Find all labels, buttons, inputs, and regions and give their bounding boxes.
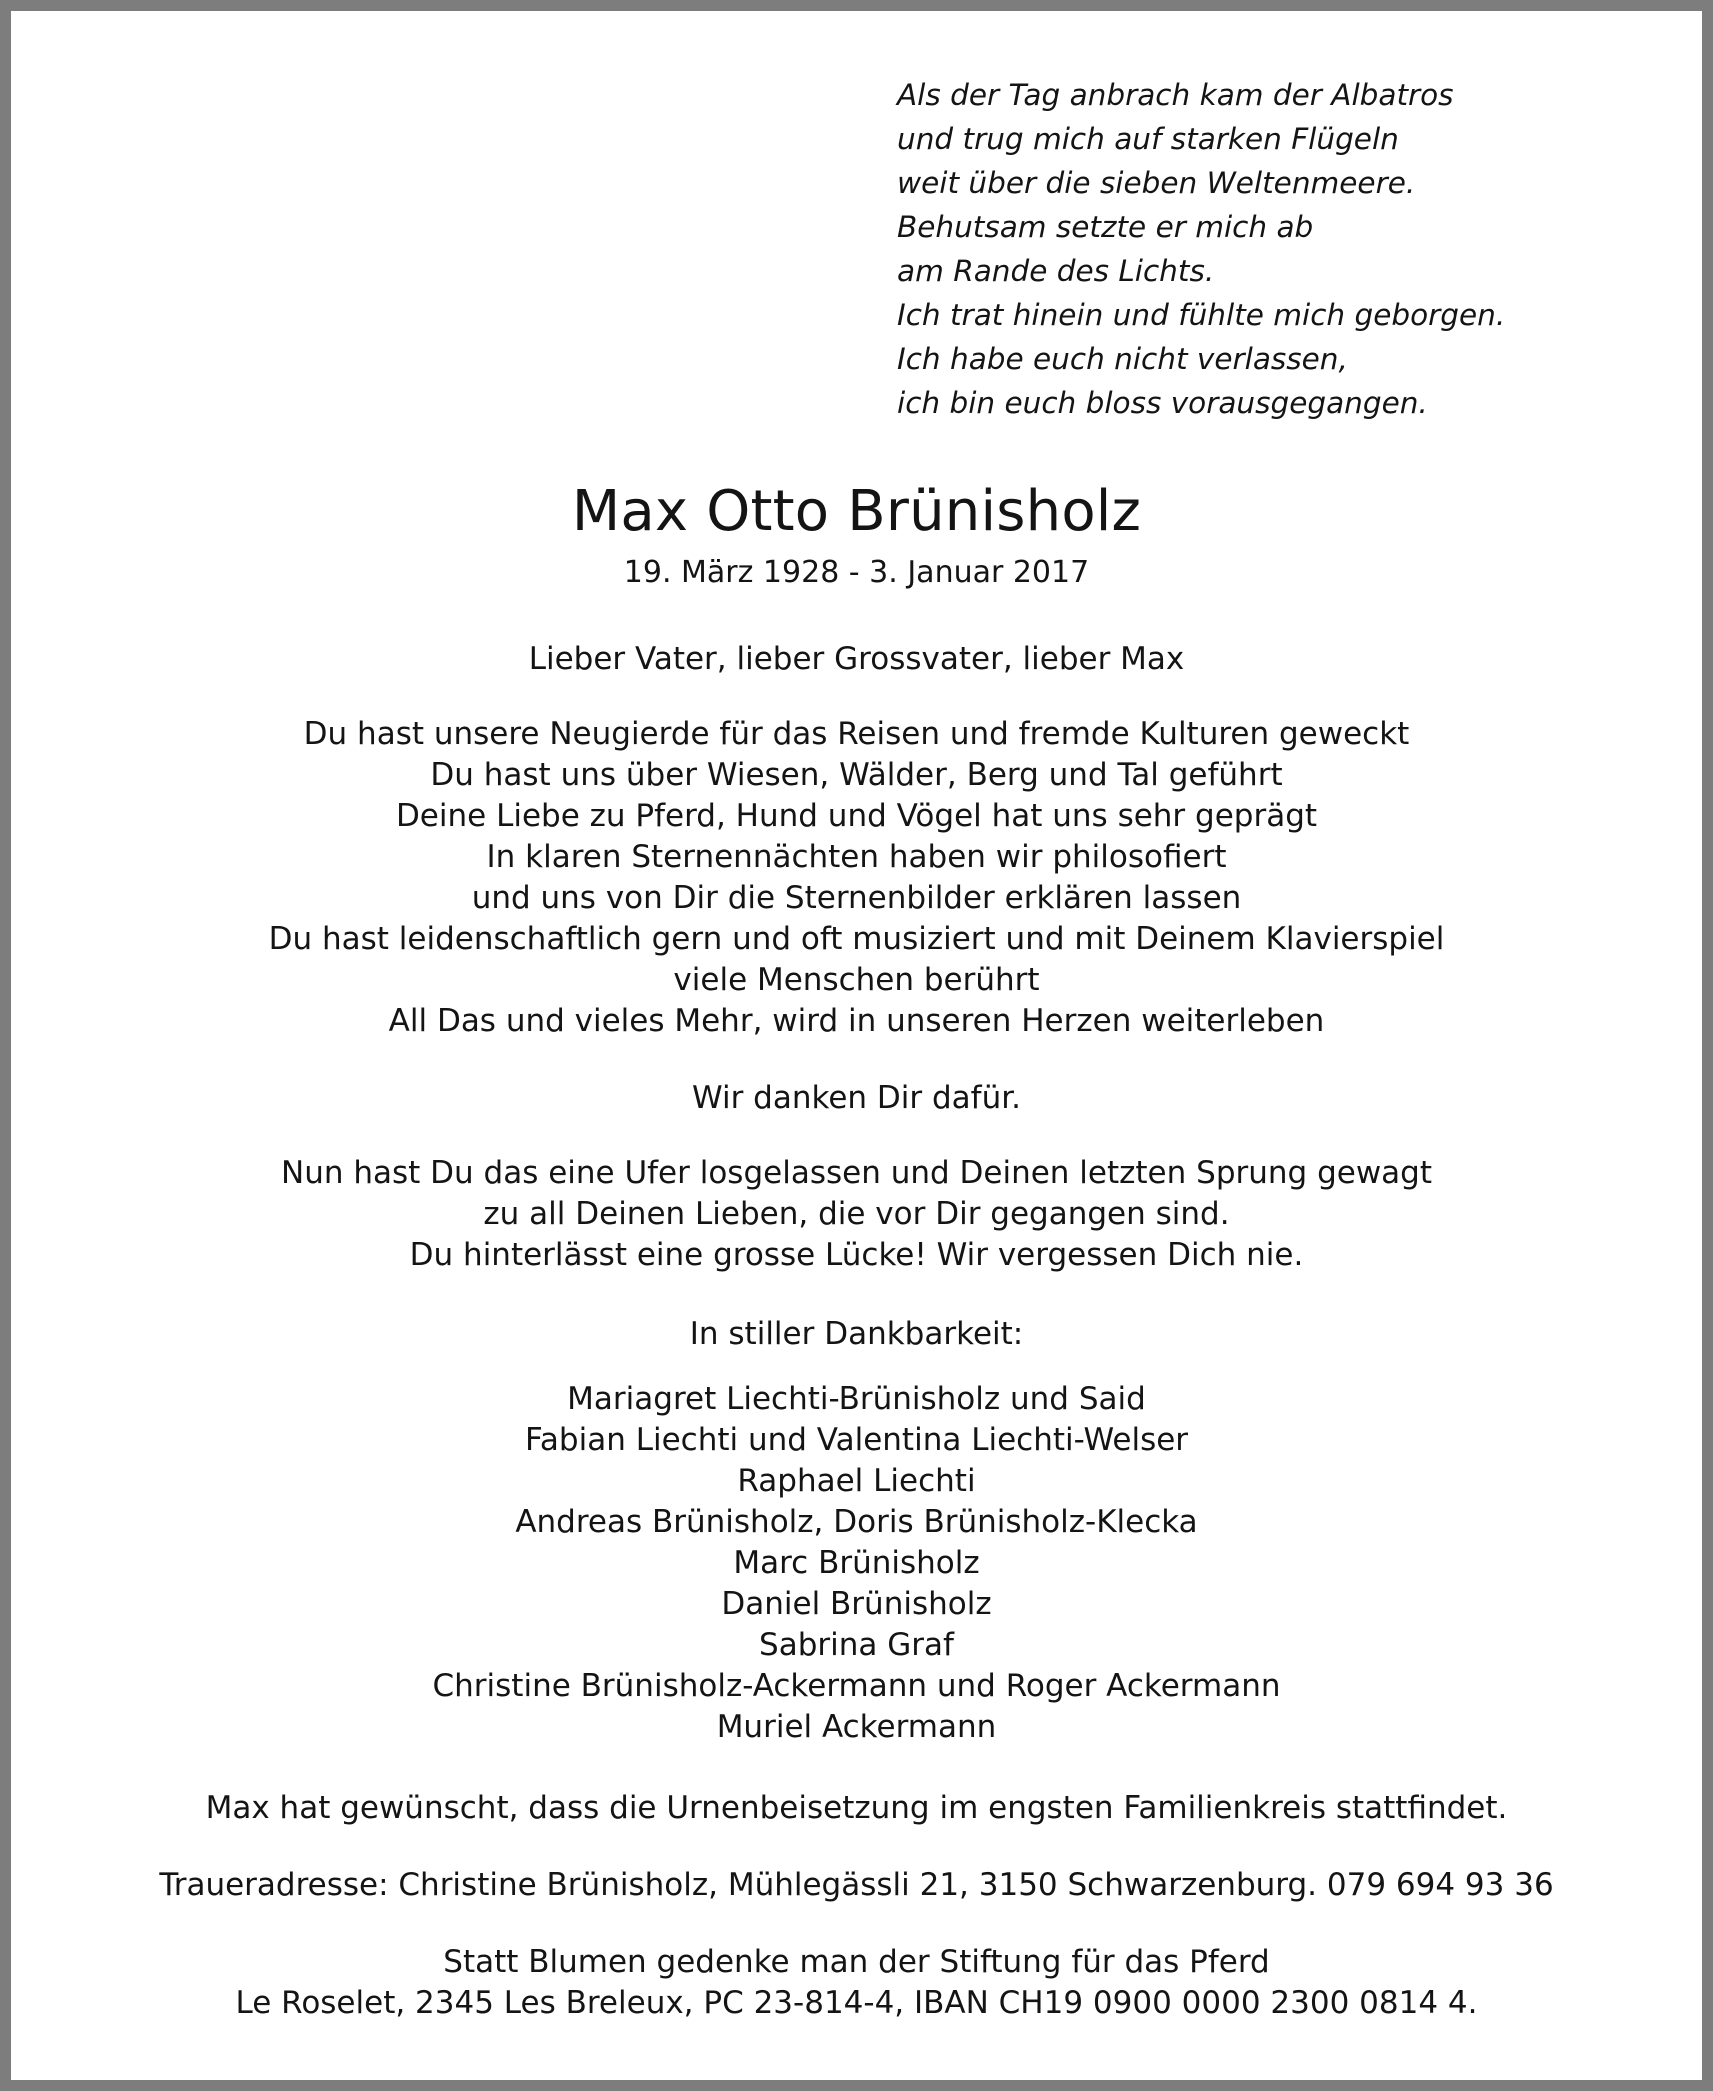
farewell-line: Nun hast Du das eine Ufer losgelassen und Deinen letzten Sprung gewagt	[281, 1155, 1432, 1191]
survivor-name: Muriel Ackermann	[716, 1709, 997, 1745]
gratitude-heading: In stiller Dankbarkeit:	[689, 1316, 1024, 1352]
poem-line: Als der Tag anbrach kam der Albatros	[897, 78, 1454, 112]
tribute-line: viele Menschen berührt	[673, 962, 1040, 998]
donation-line: Statt Blumen gedenke man der Stiftung für das Pferd	[443, 1944, 1270, 1980]
contact-address: Traueradresse: Christine Brünisholz, Mühlegässli 21, 3150 Schwarzenburg. 079 694 93 36	[159, 1867, 1554, 1903]
poem-line: Behutsam setzte er mich ab	[897, 210, 1314, 244]
survivor-name: Andreas Brünisholz, Doris Brünisholz-Klecka	[515, 1504, 1198, 1540]
poem-line: am Rande des Lichts.	[897, 254, 1215, 288]
deceased-dates: 19. März 1928 - 3. Januar 2017	[623, 555, 1090, 590]
survivor-name: Mariagret Liechti-Brünisholz und Said	[567, 1381, 1146, 1417]
survivor-name: Marc Brünisholz	[733, 1545, 980, 1581]
poem-line: und trug mich auf starken Flügeln	[897, 122, 1399, 156]
farewell-line: Du hinterlässt eine grosse Lücke! Wir vergessen Dich nie.	[409, 1237, 1304, 1273]
tribute-line: All Das und vieles Mehr, wird in unseren Herzen weiterleben	[388, 1003, 1325, 1039]
salutation: Lieber Vater, lieber Grossvater, lieber Max	[528, 641, 1185, 677]
farewell-line: zu all Deinen Lieben, die vor Dir gegangen sind.	[483, 1196, 1230, 1232]
tribute-line: Du hast leidenschaftlich gern und oft musiziert und mit Deinem Klavierspiel	[268, 921, 1445, 957]
tribute-block	[57, 714, 1656, 1042]
donation-block	[57, 1942, 1656, 2024]
tribute-line: Du hast uns über Wiesen, Wälder, Berg und Tal geführt	[430, 757, 1283, 793]
funeral-notice: Max hat gewünscht, dass die Urnenbeisetzung im engsten Familienkreis stattfindet.	[205, 1790, 1508, 1826]
tribute-line: In klaren Sternennächten haben wir philosofiert	[486, 839, 1227, 875]
poem-block	[57, 73, 1656, 425]
survivor-name: Fabian Liechti und Valentina Liechti-Welser	[524, 1422, 1189, 1458]
survivor-name: Raphael Liechti	[737, 1463, 976, 1499]
donation-line: Le Roselet, 2345 Les Breleux, PC 23-814-4, IBAN CH19 0900 0000 2300 0814 4.	[235, 1985, 1478, 2021]
tribute-line: Du hast unsere Neugierde für das Reisen und fremde Kulturen geweckt	[303, 716, 1410, 752]
tribute-line: und uns von Dir die Sternenbilder erklären lassen	[471, 880, 1242, 916]
farewell-block	[57, 1153, 1656, 1276]
survivor-name: Daniel Brünisholz	[721, 1586, 992, 1622]
tribute-line: Deine Liebe zu Pferd, Hund und Vögel hat uns sehr geprägt	[395, 798, 1318, 834]
poem-line: weit über die sieben Weltenmeere.	[897, 166, 1416, 200]
poem-line: Ich habe euch nicht verlassen,	[897, 342, 1348, 376]
poem-line: ich bin euch bloss vorausgegangen.	[897, 386, 1428, 420]
thanks-line: Wir danken Dir dafür.	[692, 1080, 1021, 1116]
survivor-name: Christine Brünisholz-Ackermann und Roger Ackermann	[432, 1668, 1281, 1704]
survivors-list	[57, 1379, 1656, 1748]
deceased-name: Max Otto Brünisholz	[571, 479, 1142, 544]
poem-line: Ich trat hinein und fühlte mich geborgen.	[897, 298, 1506, 332]
survivor-name: Sabrina Graf	[759, 1627, 954, 1663]
